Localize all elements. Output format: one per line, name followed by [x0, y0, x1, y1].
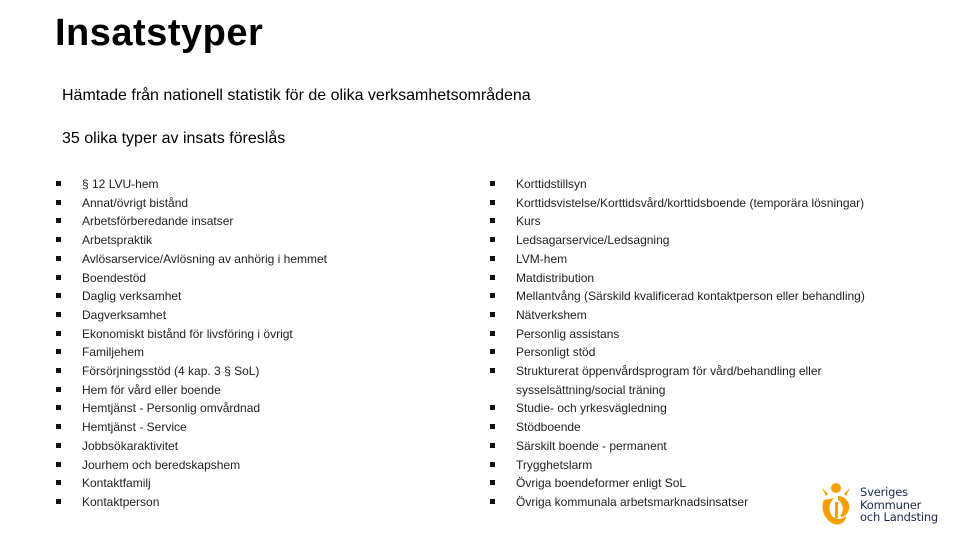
square-bullet-icon [490, 349, 495, 354]
list-item-label: Kontaktperson [82, 494, 160, 509]
list-item-label: Kurs [516, 214, 541, 229]
list-item [56, 474, 456, 493]
list-item-label: Korttidstillsyn [516, 177, 587, 191]
list-item [490, 456, 910, 475]
square-bullet-icon [490, 480, 495, 485]
slide-title: Insatstyper [55, 12, 264, 54]
list-item-label: Stödboende [516, 420, 581, 435]
list-item-label: Matdistribution [516, 270, 595, 285]
square-bullet-icon [56, 499, 61, 504]
list-item-label: Korttidsvistelse/Korttidsvård/korttidsboende (temporära lösningar) [516, 195, 865, 210]
list-item [56, 212, 456, 231]
list-item-label: Daglig verksamhet [82, 289, 182, 304]
insats-list-right [490, 175, 910, 512]
square-bullet-icon [490, 312, 495, 317]
skl-logo [816, 478, 946, 530]
list-item-label: Familjehem [82, 345, 145, 360]
square-bullet-icon [56, 312, 61, 317]
list-item-label: Övriga kommunala arbetsmarknadsinsatser [516, 494, 749, 509]
list-item [490, 343, 910, 362]
list-item [490, 231, 910, 250]
list-item-label: Ekonomiskt bistånd för livsföring i övrigt [82, 326, 293, 341]
list-item [56, 381, 456, 400]
list-item [56, 287, 456, 306]
list-item [490, 418, 910, 437]
list-item [490, 306, 910, 325]
list-item [490, 325, 910, 344]
list-item-label: Strukturerat öppenvårdsprogram för vård/behandling eller sysselsättning/social träning [516, 364, 822, 397]
square-bullet-icon [490, 200, 495, 205]
list-item [56, 175, 456, 194]
list-item-label: Boendestöd [82, 270, 147, 285]
square-bullet-icon [56, 387, 61, 392]
square-bullet-icon [56, 256, 61, 261]
square-bullet-icon [490, 368, 495, 373]
square-bullet-icon [490, 424, 495, 429]
list-item-label: Arbetspraktik [82, 233, 153, 248]
square-bullet-icon [56, 368, 61, 373]
list-item [56, 269, 456, 288]
list-item [56, 493, 456, 512]
list-item [56, 399, 456, 418]
list-item [56, 437, 456, 456]
list-item-label: Studie- och yrkesvägledning [516, 401, 667, 416]
list-item-label: Hemtjänst - Personlig omvårdnad [82, 401, 261, 416]
list-item [56, 418, 456, 437]
square-bullet-icon [56, 331, 61, 336]
list-item [490, 362, 910, 399]
list-item [490, 175, 910, 194]
list-item-label: Trygghetslarm [516, 457, 593, 472]
list-item [490, 269, 910, 288]
list-item [56, 325, 456, 344]
list-item [56, 250, 456, 269]
list-item [490, 399, 910, 418]
list-item-label: Försörjningsstöd (4 kap. 3 § SoL) [82, 364, 260, 379]
list-item [56, 343, 456, 362]
square-bullet-icon [56, 349, 61, 354]
square-bullet-icon [490, 237, 495, 242]
list-item-label: Hem för vård eller boende [82, 382, 221, 397]
square-bullet-icon [490, 443, 495, 448]
list-item-label: Hemtjänst - Service [82, 420, 187, 435]
square-bullet-icon [56, 200, 61, 205]
list-item [56, 231, 456, 250]
slide-subtitle: Hämtade från nationell statistik för de olika verksamhetsområdena [62, 87, 531, 104]
square-bullet-icon [56, 480, 61, 485]
logo-line-3: och Landsting [860, 510, 939, 524]
skl-logo-mark-icon [816, 478, 860, 530]
square-bullet-icon [56, 443, 61, 448]
list-item [56, 306, 456, 325]
square-bullet-icon [490, 331, 495, 336]
list-item-label: Dagverksamhet [82, 307, 167, 322]
list-item [490, 250, 910, 269]
square-bullet-icon [490, 218, 495, 223]
square-bullet-icon [490, 256, 495, 261]
square-bullet-icon [490, 405, 495, 410]
list-item-label: Jourhem och beredskapshem [82, 457, 241, 472]
list-item-label: Övriga boendeformer enligt SoL [516, 476, 687, 491]
list-item [490, 212, 910, 231]
list-item [490, 437, 910, 456]
square-bullet-icon [56, 293, 61, 298]
list-item-label: Arbetsförberedande insatser [82, 214, 234, 229]
square-bullet-icon [56, 424, 61, 429]
list-item-label: Personligt stöd [516, 345, 596, 360]
list-item-label: Ledsagarservice/Ledsagning [516, 233, 670, 248]
list-item-label: Personlig assistans [516, 326, 620, 341]
square-bullet-icon [490, 293, 495, 298]
list-item-label: Kontaktfamilj [82, 476, 151, 491]
list-item [56, 456, 456, 475]
list-item [490, 287, 910, 306]
skl-logo-text [860, 486, 938, 524]
square-bullet-icon [56, 218, 61, 223]
square-bullet-icon [56, 275, 61, 280]
square-bullet-icon [490, 181, 495, 186]
list-item [56, 362, 456, 381]
list-item [56, 194, 456, 213]
list-item-label: Avlösarservice/Avlösning av anhörig i hemmet [82, 251, 328, 266]
square-bullet-icon [56, 181, 61, 186]
square-bullet-icon [56, 237, 61, 242]
list-item-label: LVM-hem [516, 251, 568, 266]
insats-list-left [56, 175, 456, 512]
square-bullet-icon [490, 275, 495, 280]
list-item-label: Nätverkshem [516, 307, 587, 322]
slide-subheading: 35 olika typer av insats föreslås [62, 130, 286, 147]
list-item-label: Mellantvång (Särskild kvalificerad kontaktperson eller behandling) [516, 289, 865, 304]
logo-line-2: Kommuner [860, 497, 922, 512]
list-item-label: Annat/övrigt bistånd [82, 195, 189, 210]
list-item-label: Jobbsökaraktivitet [82, 438, 179, 453]
square-bullet-icon [490, 462, 495, 467]
list-item-label: Särskilt boende - permanent [516, 438, 667, 453]
logo-line-1: Sveriges [860, 485, 908, 499]
square-bullet-icon [490, 499, 495, 504]
square-bullet-icon [56, 405, 61, 410]
square-bullet-icon [56, 462, 61, 467]
list-item-label: § 12 LVU-hem [82, 177, 159, 191]
list-item [490, 194, 910, 213]
